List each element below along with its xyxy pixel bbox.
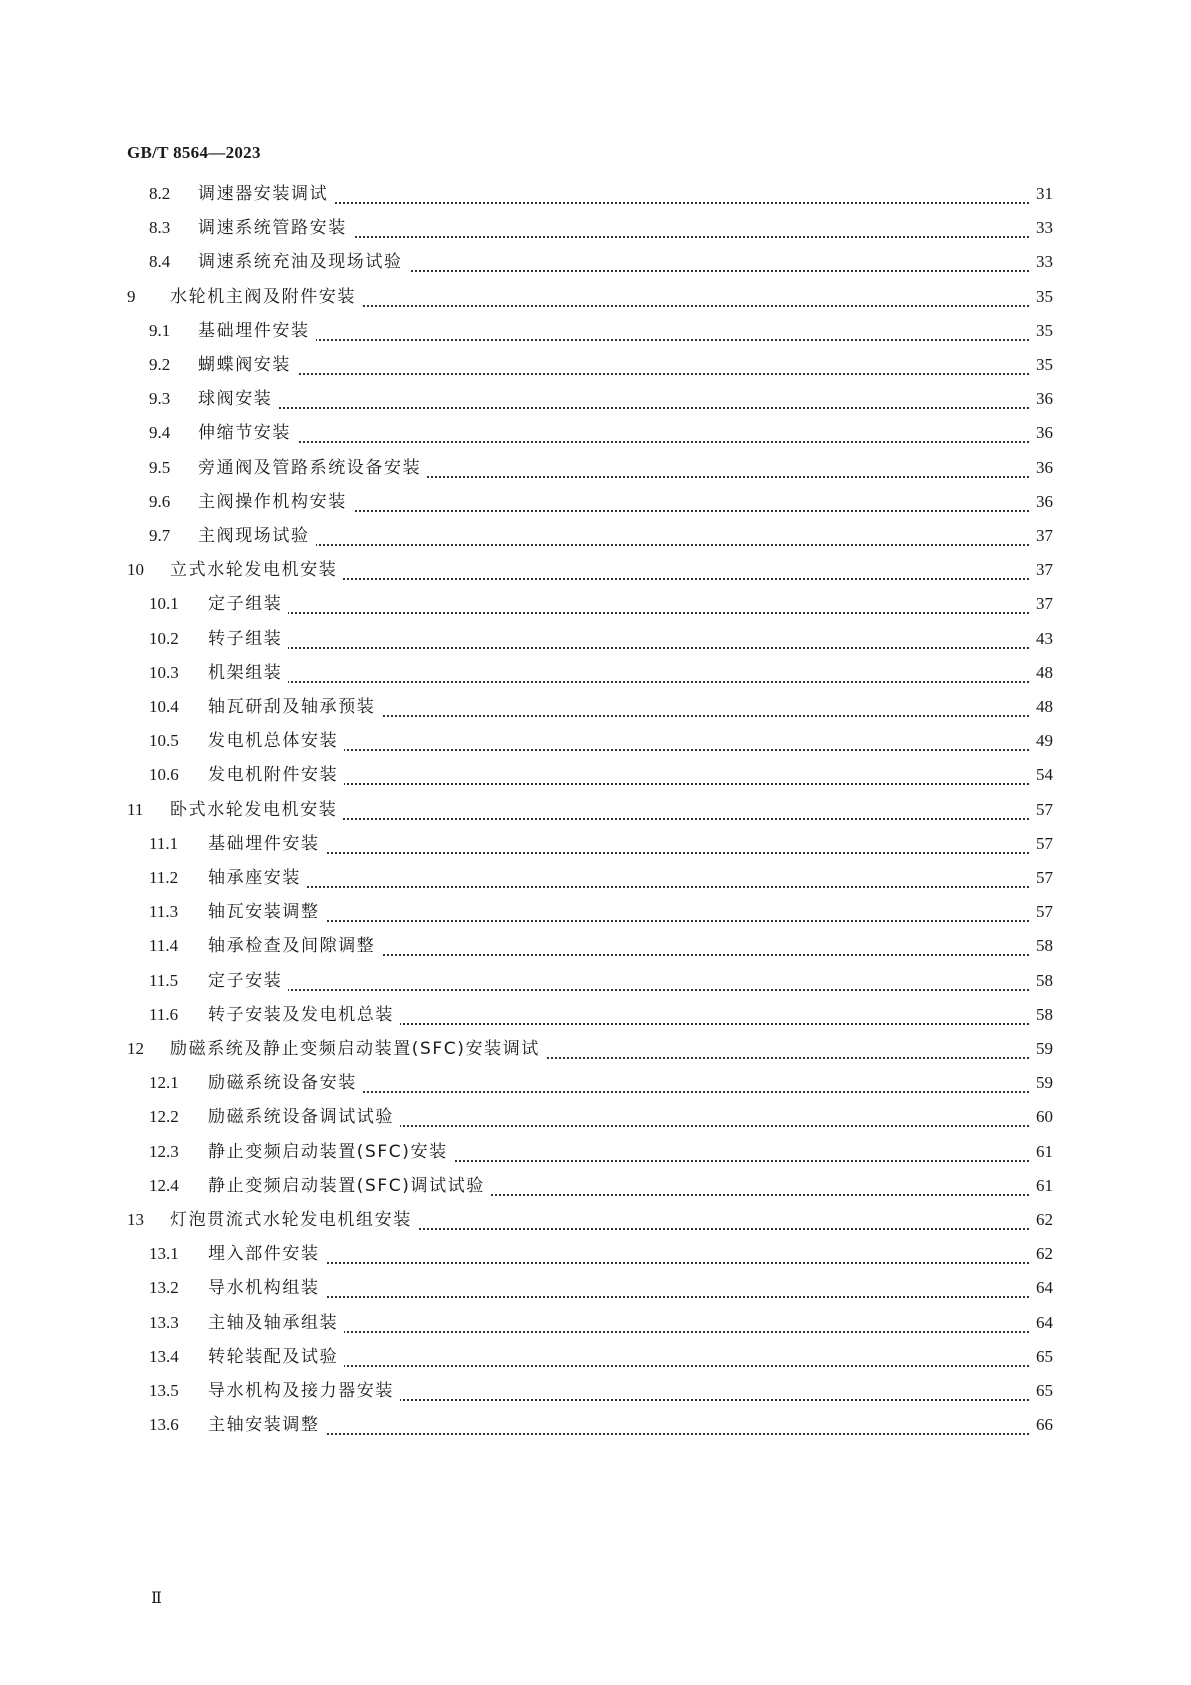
toc-entry-title: 励磁系统设备安装 [208, 1065, 363, 1101]
toc-entry-number: 10.6 [149, 765, 179, 785]
toc-entry-number: 12.2 [149, 1107, 179, 1127]
toc-entry-title: 发电机总体安装 [208, 723, 344, 759]
toc-leader-dots [208, 1296, 1049, 1298]
toc-entry-number: 9 [127, 286, 136, 306]
toc-entry-page: 36 [1030, 450, 1053, 486]
toc-entry-number: 13.2 [149, 1278, 179, 1298]
toc-entry-title: 调速系统充油及现场试验 [198, 244, 409, 280]
toc-entry[interactable] [0, 279, 1191, 315]
toc-entry-title: 伸缩节安装 [198, 415, 297, 451]
toc-entry-title: 静止变频启动装置(SFC)调试试验 [208, 1168, 491, 1204]
toc-entry-page: 59 [1030, 1065, 1053, 1101]
toc-entry-page: 62 [1030, 1236, 1053, 1272]
toc-entry[interactable] [0, 1407, 1191, 1443]
toc-entry-page: 65 [1030, 1373, 1053, 1409]
toc-entry[interactable] [0, 757, 1191, 793]
toc-entry-title: 主阀操作机构安装 [198, 484, 353, 520]
toc-entry-page: 61 [1030, 1134, 1053, 1170]
toc-entry-page: 54 [1030, 757, 1053, 793]
toc-entry-page: 66 [1030, 1407, 1053, 1443]
toc-entry[interactable] [0, 928, 1191, 964]
toc-leader-dots [208, 612, 1049, 614]
toc-entry-number: 8.4 [149, 252, 171, 272]
toc-entry-number: 10 [127, 560, 144, 580]
toc-entry-number: 13.1 [149, 1244, 179, 1264]
toc-entry-page: 35 [1030, 313, 1053, 349]
toc-entry-page: 48 [1030, 655, 1053, 691]
toc-entry[interactable] [0, 997, 1191, 1033]
toc-entry-title: 导水机构组装 [208, 1270, 326, 1306]
toc-entry-page: 36 [1030, 381, 1053, 417]
toc-leader-dots [198, 339, 1049, 341]
toc-entry[interactable] [0, 792, 1191, 828]
toc-entry[interactable] [0, 1339, 1191, 1375]
toc-entry-page: 58 [1030, 963, 1053, 999]
toc-leader-dots [198, 441, 1049, 443]
toc-entry-title: 轴瓦安装调整 [208, 894, 326, 930]
toc-entry-page: 65 [1030, 1339, 1053, 1375]
toc-entry-page: 58 [1030, 928, 1053, 964]
toc-entry-page: 37 [1030, 518, 1053, 554]
toc-entry[interactable] [0, 244, 1191, 280]
toc-entry-number: 12 [127, 1039, 144, 1058]
toc-entry-number: 13.6 [149, 1415, 179, 1435]
toc-leader-dots [208, 647, 1049, 649]
toc-entry-number: 13.4 [149, 1346, 179, 1366]
toc-entry-number: 13.3 [149, 1312, 179, 1332]
toc-entry-number: 9.6 [149, 491, 171, 511]
toc-leader-dots [198, 544, 1049, 546]
toc-entry[interactable] [0, 621, 1191, 657]
toc-entry[interactable] [0, 1305, 1191, 1341]
toc-entry[interactable] [0, 176, 1191, 212]
toc-entry-number: 11.2 [149, 868, 179, 887]
toc-leader-dots [208, 852, 1049, 854]
toc-entry-title: 转轮装配及试验 [208, 1339, 344, 1375]
toc-entry-page: 36 [1030, 484, 1053, 520]
toc-entry-number: 8.3 [149, 218, 171, 238]
toc-entry[interactable] [0, 655, 1191, 691]
toc-entry-number: 8.2 [149, 184, 171, 203]
toc-entry[interactable] [0, 381, 1191, 417]
toc-entry-page: 58 [1030, 997, 1053, 1033]
toc-leader-dots [208, 1262, 1049, 1264]
toc-entry[interactable] [0, 518, 1191, 554]
toc-entry-page: 37 [1030, 586, 1053, 622]
toc-entry-number: 13 [127, 1210, 144, 1229]
toc-leader-dots [198, 373, 1049, 375]
toc-entry-title: 励磁系统设备调试试验 [208, 1099, 400, 1135]
toc-entry[interactable] [0, 1031, 1191, 1067]
toc-entry-number: 10.2 [149, 628, 179, 648]
toc-leader-dots [208, 681, 1049, 683]
toc-entry[interactable] [0, 1202, 1191, 1238]
page-number: Ⅱ [151, 1590, 162, 1607]
toc-entry[interactable] [0, 484, 1191, 520]
toc-entry-page: 59 [1030, 1031, 1053, 1067]
toc-entry-title: 转子组装 [208, 621, 288, 657]
toc-entry-title: 灯泡贯流式水轮发电机组安装 [170, 1202, 418, 1238]
toc-entry-number: 12.4 [149, 1175, 179, 1195]
toc-leader-dots [208, 1433, 1049, 1435]
toc-entry-page: 60 [1030, 1099, 1053, 1135]
toc-entry-page: 57 [1030, 894, 1053, 930]
toc-entry-title: 转子安装及发电机总装 [208, 997, 400, 1033]
toc-entry[interactable] [0, 689, 1191, 725]
toc-entry[interactable] [0, 1373, 1191, 1409]
toc-entry-number: 10.5 [149, 731, 179, 751]
toc-entry-number: 10.4 [149, 697, 179, 716]
toc-entry-title: 导水机构及接力器安装 [208, 1373, 400, 1409]
toc-entry-page: 64 [1030, 1270, 1053, 1306]
toc-entry[interactable] [0, 552, 1191, 588]
toc-entry[interactable] [0, 450, 1191, 486]
toc-entry-title: 励磁系统及静止变频启动装置(SFC)安装调试 [170, 1031, 546, 1067]
toc-entry[interactable] [0, 723, 1191, 759]
toc-entry-number: 11 [127, 799, 144, 819]
toc-entry-title: 轴承检查及间隙调整 [208, 928, 381, 964]
toc-entry-title: 轴承座安装 [208, 860, 307, 896]
toc-entry-title: 水轮机主阀及附件安装 [170, 279, 362, 315]
toc-entry-page: 57 [1030, 826, 1053, 862]
toc-entry-number: 12.1 [149, 1073, 179, 1093]
toc-entry-number: 12.3 [149, 1141, 179, 1161]
toc-leader-dots [208, 989, 1049, 991]
toc-entry-title: 发电机附件安装 [208, 757, 344, 793]
toc-entry-number: 9.2 [149, 355, 171, 374]
toc-entry-page: 31 [1030, 176, 1053, 212]
toc-entry-title: 主轴及轴承组装 [208, 1305, 344, 1341]
toc-entry[interactable] [0, 1270, 1191, 1306]
toc-entry-number: 10.1 [149, 594, 179, 614]
toc-entry-title: 静止变频启动装置(SFC)安装 [208, 1134, 454, 1170]
toc-entry-title: 立式水轮发电机安装 [170, 552, 343, 588]
toc-entry-title: 轴瓦研刮及轴承预装 [208, 689, 381, 725]
toc-entry-number: 9.1 [149, 320, 171, 340]
toc-entry[interactable] [0, 963, 1191, 999]
toc-entry-page: 57 [1030, 792, 1053, 828]
toc-entry-title: 主轴安装调整 [208, 1407, 326, 1443]
toc-leader-dots [208, 886, 1049, 888]
toc-entry[interactable] [0, 1134, 1191, 1170]
toc-entry[interactable] [0, 1099, 1191, 1135]
toc-entry-title: 机架组装 [208, 655, 288, 691]
toc-entry-page: 49 [1030, 723, 1053, 759]
toc-entry-number: 9.3 [149, 389, 171, 409]
toc-entry-number: 9.4 [149, 423, 171, 443]
toc-entry-number: 11.4 [149, 936, 179, 956]
toc-entry-title: 卧式水轮发电机安装 [170, 792, 343, 828]
toc-entry-title: 旁通阀及管路系统设备安装 [198, 450, 427, 486]
toc-entry[interactable] [0, 586, 1191, 622]
toc-entry-number: 13.5 [149, 1381, 179, 1400]
toc-entry[interactable] [0, 415, 1191, 451]
toc-entry-page: 61 [1030, 1168, 1053, 1204]
toc-entry-title: 调速器安装调试 [198, 176, 334, 212]
toc-entry[interactable] [0, 1065, 1191, 1101]
toc-entry-page: 37 [1030, 552, 1053, 588]
toc-entry-page: 43 [1030, 621, 1053, 657]
toc-entry[interactable] [0, 210, 1191, 246]
toc-entry-number: 11.6 [149, 1004, 179, 1024]
toc-entry[interactable] [0, 313, 1191, 349]
toc-entry-page: 35 [1030, 347, 1053, 383]
toc-entry-page: 35 [1030, 279, 1053, 315]
toc-leader-dots [208, 920, 1049, 922]
toc-entry[interactable] [0, 347, 1191, 383]
toc-entry-title: 蝴蝶阀安装 [198, 347, 297, 383]
toc-entry-number: 9.5 [149, 457, 171, 477]
toc-entry-page: 33 [1030, 210, 1053, 246]
toc-entry-number: 11.3 [149, 902, 179, 922]
toc-entry-title: 主阀现场试验 [198, 518, 316, 554]
toc-entry-title: 球阀安装 [198, 381, 278, 417]
toc-entry[interactable] [0, 1168, 1191, 1204]
toc-entry-page: 64 [1030, 1305, 1053, 1341]
toc-entry-page: 62 [1030, 1202, 1053, 1238]
toc-entry[interactable] [0, 1236, 1191, 1272]
toc-entry-page: 36 [1030, 415, 1053, 451]
toc-entry[interactable] [0, 826, 1191, 862]
toc-entry-title: 基础埋件安装 [208, 826, 326, 862]
toc-entry-number: 10.3 [149, 662, 179, 682]
toc-entry-page: 33 [1030, 244, 1053, 280]
toc-entry-title: 定子安装 [208, 963, 288, 999]
toc-entry-number: 11.1 [149, 833, 179, 853]
toc-entry[interactable] [0, 860, 1191, 896]
toc-entry-page: 48 [1030, 689, 1053, 725]
toc-entry-page: 57 [1030, 860, 1053, 896]
toc-entry-title: 调速系统管路安装 [198, 210, 353, 246]
toc-entry-title: 基础埋件安装 [198, 313, 316, 349]
toc-leader-dots [198, 407, 1049, 409]
toc-entry-number: 11.5 [149, 970, 179, 990]
toc-entry[interactable] [0, 894, 1191, 930]
standard-code: GB/T 8564—2023 [127, 143, 261, 162]
toc-entry-number: 9.7 [149, 526, 171, 545]
toc-entry-title: 定子组装 [208, 586, 288, 622]
toc-entry-title: 埋入部件安装 [208, 1236, 326, 1272]
